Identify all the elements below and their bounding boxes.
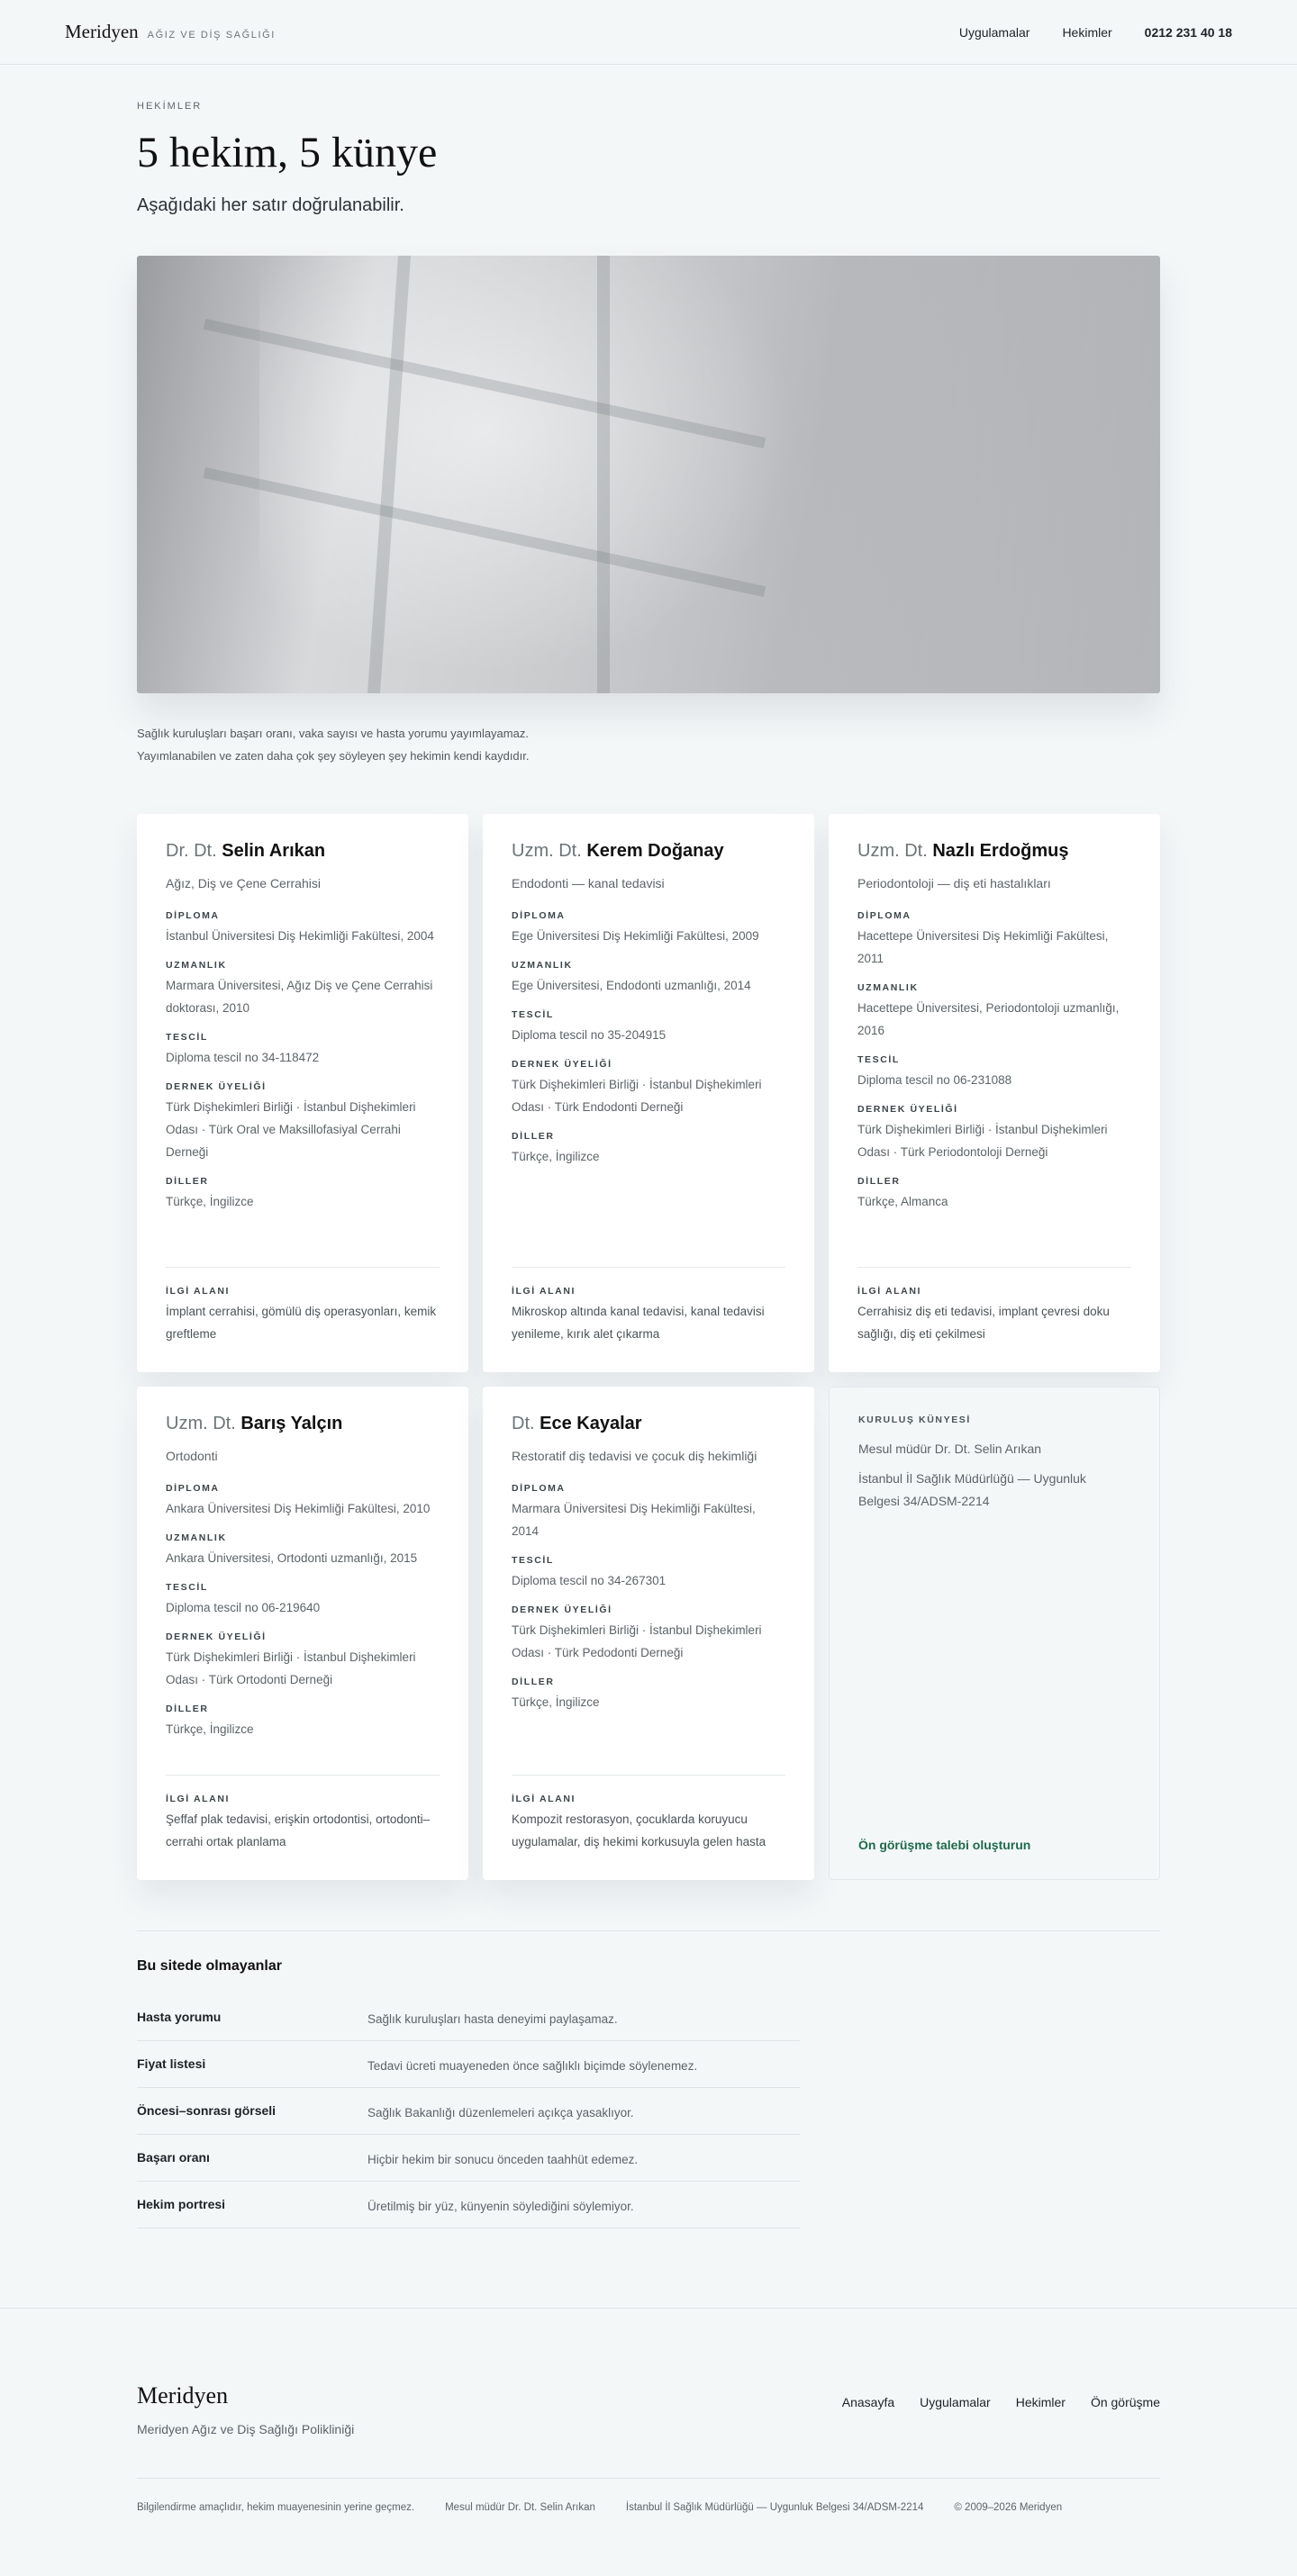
field-diller — [512, 1131, 785, 1168]
field-label: DİLLER — [166, 1704, 209, 1714]
field-value: Diploma tescil no 06-231088 — [857, 1073, 1012, 1087]
hero-image — [137, 256, 1160, 693]
footer-link-uygulamalar[interactable]: Uygulamalar — [920, 2395, 991, 2409]
field-tescil — [166, 1032, 440, 1069]
field-uzmanlik — [857, 982, 1131, 1042]
doctor-specialty: Endodonti — kanal tedavisi — [512, 876, 665, 890]
field-tescil — [512, 1009, 785, 1046]
field-value: Hacettepe Üniversitesi, Periodontoloji uzmanlığı, 2016 — [857, 1001, 1120, 1037]
site-footer — [0, 2308, 1297, 2565]
field-label: DERNEK ÜYELİĞİ — [512, 1604, 612, 1615]
doctor-title: Uzm. Dt. — [166, 1414, 236, 1433]
field-label: DİLLER — [166, 1176, 209, 1187]
field-value: Ankara Üniversitesi Diş Hekimliği Fakültesi, 2010 — [166, 1502, 431, 1515]
footer-brand[interactable]: Meridyen — [137, 2382, 229, 2409]
divider — [137, 1930, 1160, 1931]
item-value: Sağlık kuruluşları hasta deneyimi paylaşamaz. — [367, 2012, 618, 2026]
item-value: Tedavi ücreti muayeneden önce sağlıklı biçimde söylenemez. — [367, 2059, 698, 2073]
caption-line: Yayımlanabilen ve zaten daha çok şey söyleyen şey hekimin kendi kaydıdır. — [137, 749, 530, 763]
doctor-title: Uzm. Dt. — [857, 841, 928, 861]
field-value: Türkçe, İngilizce — [512, 1695, 600, 1709]
field-label: TESCİL — [166, 1032, 208, 1043]
field-value: Şeffaf plak tedavisi, erişkin ortodontisi, ortodonti–cerrahi ortak planlama — [166, 1812, 431, 1848]
field-value: Diploma tescil no 35-204915 — [512, 1028, 667, 1042]
field-label: DİLLER — [857, 1176, 901, 1187]
field-uzmanlik — [512, 960, 785, 997]
doctor-card — [829, 814, 1160, 1372]
field-value: Mikroskop altında kanal tedavisi, kanal tedavisi yenileme, kırık alet çıkarma — [512, 1305, 765, 1341]
field-value: Hacettepe Üniversitesi Diş Hekimliği Fakültesi, 2011 — [857, 929, 1109, 965]
doctor-card — [137, 814, 468, 1372]
institution-director: Mesul müdür Dr. Dt. Selin Arıkan — [858, 1442, 1042, 1456]
doctor-fullname: Kerem Doğanay — [586, 841, 724, 861]
field-label: UZMANLIK — [166, 960, 227, 971]
field-diller — [166, 1176, 440, 1213]
field-diploma — [512, 910, 785, 947]
field-label: DİPLOMA — [857, 910, 912, 921]
field-dernek — [857, 1104, 1131, 1163]
field-ilgi — [857, 1267, 1131, 1345]
absent-section — [137, 1958, 1160, 2228]
field-value: Marmara Üniversitesi, Ağız Diş ve Çene Cerrahisi doktorası, 2010 — [166, 979, 433, 1015]
field-label: DİPLOMA — [512, 1483, 566, 1494]
brand-tagline: AĞIZ VE DİŞ SAĞLIĞI — [147, 30, 276, 41]
main-content — [137, 65, 1160, 2228]
field-label: DERNEK ÜYELİĞİ — [857, 1104, 958, 1115]
field-value: İstanbul Üniversitesi Diş Hekimliği Fakültesi, 2004 — [166, 929, 434, 943]
doctor-name — [512, 1414, 785, 1434]
field-value: Türk Dişhekimleri Birliği · İstanbul Dişhekimleri Odası · Türk Ortodonti Derneği — [166, 1650, 416, 1686]
field-value: Marmara Üniversitesi Diş Hekimliği Fakültesi, 2014 — [512, 1502, 756, 1538]
absent-list — [137, 1994, 800, 2228]
list-item — [137, 1994, 800, 2041]
field-dernek — [166, 1081, 440, 1163]
field-diploma — [166, 910, 440, 947]
doctor-card — [137, 1387, 468, 1880]
item-key: Başarı oranı — [137, 2150, 210, 2165]
field-value: Türk Dişhekimleri Birliği · İstanbul Dişhekimleri Odası · Türk Endodonti Derneği — [512, 1078, 762, 1114]
item-value: Üretilmiş bir yüz, künyenin söylediğini söylemiyor. — [367, 2200, 634, 2213]
field-value: Kompozit restorasyon, çocuklarda koruyucu uygulamalar, diş hekimi korkusuyla gelen hasta — [512, 1812, 766, 1848]
footer-director: Mesul müdür Dr. Dt. Selin Arıkan — [445, 2502, 595, 2513]
field-label: UZMANLIK — [166, 1532, 227, 1543]
field-label: TESCİL — [512, 1009, 554, 1020]
doctor-specialty: Periodontoloji — diş eti hastalıkları — [857, 876, 1051, 890]
field-uzmanlik — [166, 960, 440, 1019]
field-label: DİPLOMA — [512, 910, 566, 921]
doctor-specialty: Restoratif diş tedavisi ve çocuk diş hekimliği — [512, 1449, 757, 1463]
doctor-title: Uzm. Dt. — [512, 841, 582, 861]
doctor-name — [166, 1414, 440, 1434]
field-tescil — [857, 1054, 1131, 1091]
field-label: İLGİ ALANI — [512, 1794, 576, 1804]
doctor-fullname: Selin Arıkan — [222, 841, 326, 861]
doctor-title: Dt. — [512, 1414, 535, 1433]
field-label: DERNEK ÜYELİĞİ — [166, 1081, 267, 1092]
lead-text: Aşağıdaki her satır doğrulanabilir. — [137, 195, 404, 215]
institution-label: KURULUŞ KÜNYESİ — [858, 1415, 971, 1425]
field-label: TESCİL — [857, 1054, 900, 1065]
brand-name[interactable]: Meridyen — [65, 21, 139, 42]
page-title: 5 hekim, 5 künye — [137, 129, 438, 176]
list-item — [137, 2041, 800, 2088]
phone-link[interactable]: 0212 231 40 18 — [1144, 24, 1232, 40]
field-dernek — [166, 1631, 440, 1691]
doctor-card — [483, 814, 814, 1372]
field-ilgi — [166, 1775, 440, 1853]
field-label: DERNEK ÜYELİĞİ — [512, 1059, 612, 1070]
item-value: Sağlık Bakanlığı düzenlemeleri açıkça yasaklıyor. — [367, 2106, 634, 2120]
field-value: Diploma tescil no 34-118472 — [166, 1051, 320, 1064]
footer-nav — [842, 2382, 1160, 2409]
doctor-name — [166, 841, 440, 862]
field-diller — [166, 1704, 440, 1740]
field-value: Türkçe, İngilizce — [512, 1150, 600, 1163]
field-label: UZMANLIK — [512, 960, 573, 971]
footer-copyright: © 2009–2026 Meridyen — [954, 2502, 1063, 2513]
field-ilgi — [512, 1775, 785, 1853]
doctor-card — [483, 1387, 814, 1880]
field-value: Türk Dişhekimleri Birliği · İstanbul Dişhekimleri Odası · Türk Pedodonti Derneği — [512, 1623, 762, 1659]
doctor-fullname: Ece Kayalar — [540, 1414, 642, 1433]
field-tescil — [512, 1555, 785, 1592]
nav-link-uygulamalar[interactable]: Uygulamalar — [958, 24, 1030, 40]
site-header — [0, 0, 1297, 65]
eyebrow: HEKİMLER — [137, 101, 203, 112]
hero — [137, 65, 1160, 216]
footer-disclaimer: Bilgilendirme amaçlıdır, hekim muayenesinin yerine geçmez. — [137, 2502, 415, 2513]
field-label: DERNEK ÜYELİĞİ — [166, 1631, 267, 1642]
field-label: İLGİ ALANI — [857, 1286, 922, 1297]
caption-line: Sağlık kuruluşları başarı oranı, vaka sayısı ve hasta yorumu yayımlayamaz. — [137, 727, 529, 740]
field-value: Türkçe, İngilizce — [166, 1722, 254, 1736]
field-label: UZMANLIK — [857, 982, 919, 993]
doctor-grid — [137, 814, 1160, 1880]
nav-link-hekimler[interactable]: Hekimler — [1062, 24, 1112, 40]
item-value: Hiçbir hekim bir sonucu önceden taahhüt edemez. — [367, 2153, 639, 2166]
field-value: Ege Üniversitesi Diş Hekimliği Fakültesi, 2009 — [512, 929, 759, 943]
field-value: Cerrahisiz diş eti tedavisi, implant çevresi doku sağlığı, diş eti çekilmesi — [857, 1305, 1110, 1341]
field-label: İLGİ ALANI — [166, 1286, 231, 1297]
field-label: DİLLER — [512, 1131, 555, 1142]
footer-link-anasayfa[interactable]: Anasayfa — [841, 2395, 895, 2409]
field-label: İLGİ ALANI — [166, 1794, 231, 1804]
doctor-fullname: Nazlı Erdoğmuş — [932, 841, 1069, 861]
field-diploma — [857, 910, 1131, 970]
list-item — [137, 2135, 800, 2182]
doctor-name — [512, 841, 785, 862]
doctor-fullname: Barış Yalçın — [240, 1414, 343, 1433]
field-value: Ankara Üniversitesi, Ortodonti uzmanlığı, 2015 — [166, 1551, 418, 1565]
doctor-specialty: Ortodonti — [166, 1449, 218, 1463]
field-diploma — [512, 1483, 785, 1542]
field-label: DİPLOMA — [166, 1483, 220, 1494]
field-diller — [857, 1176, 1131, 1213]
doctor-specialty: Ağız, Diş ve Çene Cerrahisi — [166, 876, 321, 890]
field-dernek — [512, 1059, 785, 1118]
footer-subtitle: Meridyen Ağız ve Diş Sağlığı Polikliniği — [137, 2422, 355, 2436]
list-item — [137, 2088, 800, 2135]
brand[interactable] — [65, 21, 276, 43]
field-diploma — [166, 1483, 440, 1520]
field-tescil — [166, 1582, 440, 1619]
item-key: Hekim portresi — [137, 2197, 226, 2211]
field-value: Türk Dişhekimleri Birliği · İstanbul Dişhekimleri Odası · Türk Oral ve Maksillofasiyal Cerrahi Derneği — [166, 1100, 416, 1159]
field-uzmanlik — [166, 1532, 440, 1569]
field-dernek — [512, 1604, 785, 1664]
consultation-request-link[interactable]: Ön görüşme talebi oluşturun — [858, 1838, 1031, 1852]
top-nav — [959, 25, 1232, 40]
field-diller — [512, 1677, 785, 1713]
list-item — [137, 2182, 800, 2228]
institution-license: İstanbul İl Sağlık Müdürlüğü — Uygunluk Belgesi 34/ADSM-2214 — [858, 1471, 1086, 1508]
field-value: Türk Dişhekimleri Birliği · İstanbul Dişhekimleri Odası · Türk Periodontoloji Derneği — [857, 1123, 1108, 1159]
field-label: DİLLER — [512, 1677, 555, 1687]
footer-link-hekimler[interactable]: Hekimler — [1015, 2395, 1066, 2409]
doctor-name — [857, 841, 1131, 862]
field-ilgi — [512, 1267, 785, 1345]
field-value: Türkçe, Almanca — [857, 1195, 948, 1208]
item-key: Hasta yorumu — [137, 2010, 222, 2024]
field-label: DİPLOMA — [166, 910, 220, 921]
absent-title: Bu sitede olmayanlar — [137, 1958, 282, 1974]
footer-license: İstanbul İl Sağlık Müdürlüğü — Uygunluk Belgesi 34/ADSM-2214 — [625, 2502, 924, 2513]
field-value: Diploma tescil no 34-267301 — [512, 1574, 667, 1587]
field-ilgi — [166, 1267, 440, 1345]
field-value: Türkçe, İngilizce — [166, 1195, 254, 1208]
field-label: TESCİL — [166, 1582, 208, 1593]
field-value: Diploma tescil no 06-219640 — [166, 1601, 321, 1614]
footer-legal — [137, 2478, 1160, 2565]
doctor-title: Dr. Dt. — [166, 841, 217, 861]
field-label: TESCİL — [512, 1555, 554, 1566]
field-value: İmplant cerrahisi, gömülü diş operasyonları, kemik greftleme — [166, 1305, 437, 1341]
field-label: İLGİ ALANI — [512, 1286, 576, 1297]
institution-card — [829, 1387, 1160, 1880]
image-caption — [137, 722, 1160, 767]
item-key: Öncesi–sonrası görseli — [137, 2103, 277, 2118]
field-value: Ege Üniversitesi, Endodonti uzmanlığı, 2014 — [512, 979, 751, 992]
item-key: Fiyat listesi — [137, 2056, 206, 2071]
footer-link-on-gorusme[interactable]: Ön görüşme — [1090, 2395, 1160, 2409]
